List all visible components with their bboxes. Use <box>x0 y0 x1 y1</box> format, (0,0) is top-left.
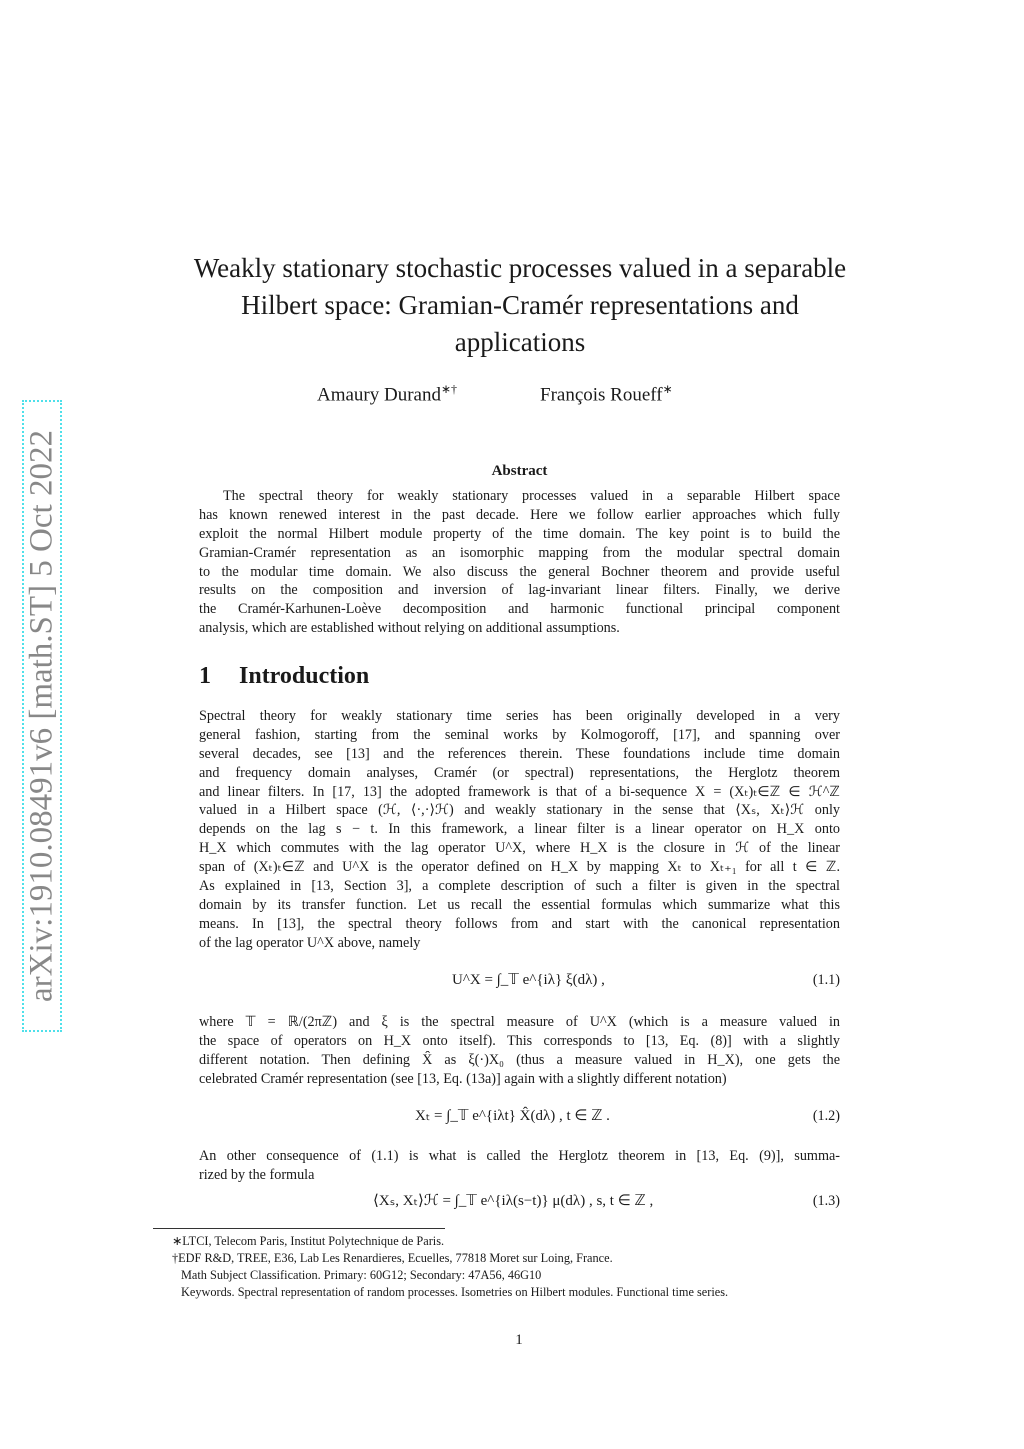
author-name: Amaury Durand <box>317 384 441 406</box>
body-line: celebrated Cramér representation (see [13, Eq. (13a)] again with a slightly different notation) <box>199 1070 727 1087</box>
equation-number: (1.2) <box>812 1108 840 1124</box>
paragraph-after-eq2 <box>199 1147 840 1185</box>
abstract-line: to the modular time domain. We also discuss the general Bochner theorem and provide useful <box>199 563 840 580</box>
footnote-rule <box>153 1228 445 1229</box>
author-marks: ∗ <box>662 382 673 396</box>
footnote-keywords: Keywords. Spectral representation of random processes. Isometries on Hilbert modules. Functional time series. <box>181 1285 729 1299</box>
body-line: where 𝕋 = ℝ/(2πℤ) and ξ is the spectral measure of U^X (which is a measure valued in <box>199 1014 840 1030</box>
abstract-line: the Cramér-Karhunen-Loève decomposition and harmonic functional principal component <box>199 601 840 618</box>
section-title: Introduction <box>239 663 370 689</box>
author-1 <box>317 382 457 406</box>
abstract-body <box>199 487 840 638</box>
equation-1-3: ⟨Xₛ, Xₜ⟩ℋ = ∫_𝕋 e^{iλ(s−t)} μ(dλ) , s, t ∈ ℤ , <box>373 1193 654 1209</box>
intro-line: and frequency domain analyses, Cramér (or spectral) representations, the Herglotz theorem <box>199 764 840 781</box>
author-name: François Roueff <box>540 384 663 406</box>
abstract-line: The spectral theory for weakly stationary processes valued in a separable Hilbert space <box>223 488 840 504</box>
equation-number: (1.3) <box>812 1193 840 1209</box>
intro-line: and linear filters. In [17, 13] the adopted framework is that of a bi-sequence X = (Xₜ)ₜ∈ℤ ∈ ℋ^ℤ <box>199 783 840 800</box>
equation-1-1: U^X = ∫_𝕋 e^{iλ} ξ(dλ) , <box>452 972 605 988</box>
intro-line: valued in a Hilbert space (ℋ, ⟨·,·⟩ℋ) and weakly stationary in the sense that ⟨Xₛ, Xₜ⟩ℋ only <box>199 802 840 819</box>
body-line: different notation. Then defining X̂ as ξ(·)X₀ (thus a measure valued in H_X), one gets the <box>199 1051 840 1068</box>
intro-line: several decades, see [13] and the references therein. These foundations include time domain <box>199 745 840 762</box>
intro-line: general fashion, starting from the seminal works by Kolmogoroff, [17], and spanning over <box>199 726 840 743</box>
intro-line: H_X which commutes with the lag operator U^X, where H_X is the closure in ℋ of the linear <box>199 840 840 857</box>
abstract-line: has known renewed interest in the past decade. Here we follow earlier approaches which fully <box>199 506 840 523</box>
arxiv-stamp <box>22 400 62 1032</box>
abstract-line: Gramian-Cramér representation as an isomorphic mapping from the modular spectral domain <box>199 544 840 561</box>
intro-line: span of (Xₜ)ₜ∈ℤ and U^X is the operator defined on H_X by mapping Xₜ to Xₜ₊₁ for all t ∈ ℤ. <box>199 859 840 876</box>
arxiv-stamp-text: arXiv:1910.08491v6 [math.ST] 5 Oct 2022 <box>23 430 60 1002</box>
footnote-msc: Math Subject Classification. Primary: 60G12; Secondary: 47A56, 46G10 <box>181 1268 542 1282</box>
equation-number: (1.1) <box>812 972 840 988</box>
intro-line: depends on the lag s − t. In this framework, a linear filter is a linear operator on H_X onto <box>199 821 840 838</box>
abstract-heading: Abstract <box>491 463 548 479</box>
section-heading <box>199 663 369 690</box>
paragraph-after-eq1 <box>199 1013 840 1089</box>
page-number: 1 <box>515 1332 523 1348</box>
body-line: rized by the formula <box>199 1166 315 1183</box>
abstract-line: analysis, which are established without relying on additional assumptions. <box>199 620 620 637</box>
author-marks: ∗† <box>441 382 458 396</box>
body-line: the space of operators on H_X onto itself). This corresponds to [13, Eq. (8)] with a slightly <box>199 1032 840 1049</box>
abstract-line: results on the composition and inversion of lag-invariant linear filters. Finally, we derive <box>199 582 840 599</box>
footnote-affiliation-1: ∗LTCI, Telecom Paris, Institut Polytechnique de Paris. <box>172 1234 445 1248</box>
paper-title <box>150 250 890 361</box>
intro-line: means. In [13], the spectral theory follows from and start with the canonical representation <box>199 915 840 932</box>
intro-line: As explained in [13, Section 3], a complete description of such a filter is given in the spectral <box>199 878 840 895</box>
author-2 <box>540 382 673 406</box>
intro-line: of the lag operator U^X above, namely <box>199 934 421 951</box>
section-number: 1 <box>199 663 211 689</box>
body-line: An other consequence of (1.1) is what is called the Herglotz theorem in [13, Eq. (9)], summa- <box>199 1148 840 1164</box>
intro-paragraph <box>199 707 840 953</box>
title-line: Hilbert space: Gramian-Cramér representations and <box>241 290 799 320</box>
intro-line: domain by its transfer function. Let us recall the essential formulas which summarize what this <box>199 896 840 913</box>
footnote-affiliation-2: †EDF R&D, TREE, E36, Lab Les Renardieres, Ecuelles, 77818 Moret sur Loing, France. <box>172 1251 613 1265</box>
abstract-line: exploit the normal Hilbert module property of the time domain. The key point is to build the <box>199 525 840 542</box>
equation-1-2: Xₜ = ∫_𝕋 e^{iλt} X̂(dλ) , t ∈ ℤ . <box>415 1108 610 1124</box>
title-line: Weakly stationary stochastic processes valued in a separable <box>193 253 847 283</box>
intro-line: Spectral theory for weakly stationary time series has been originally developed in a very <box>199 708 840 724</box>
title-line: applications <box>454 327 586 357</box>
